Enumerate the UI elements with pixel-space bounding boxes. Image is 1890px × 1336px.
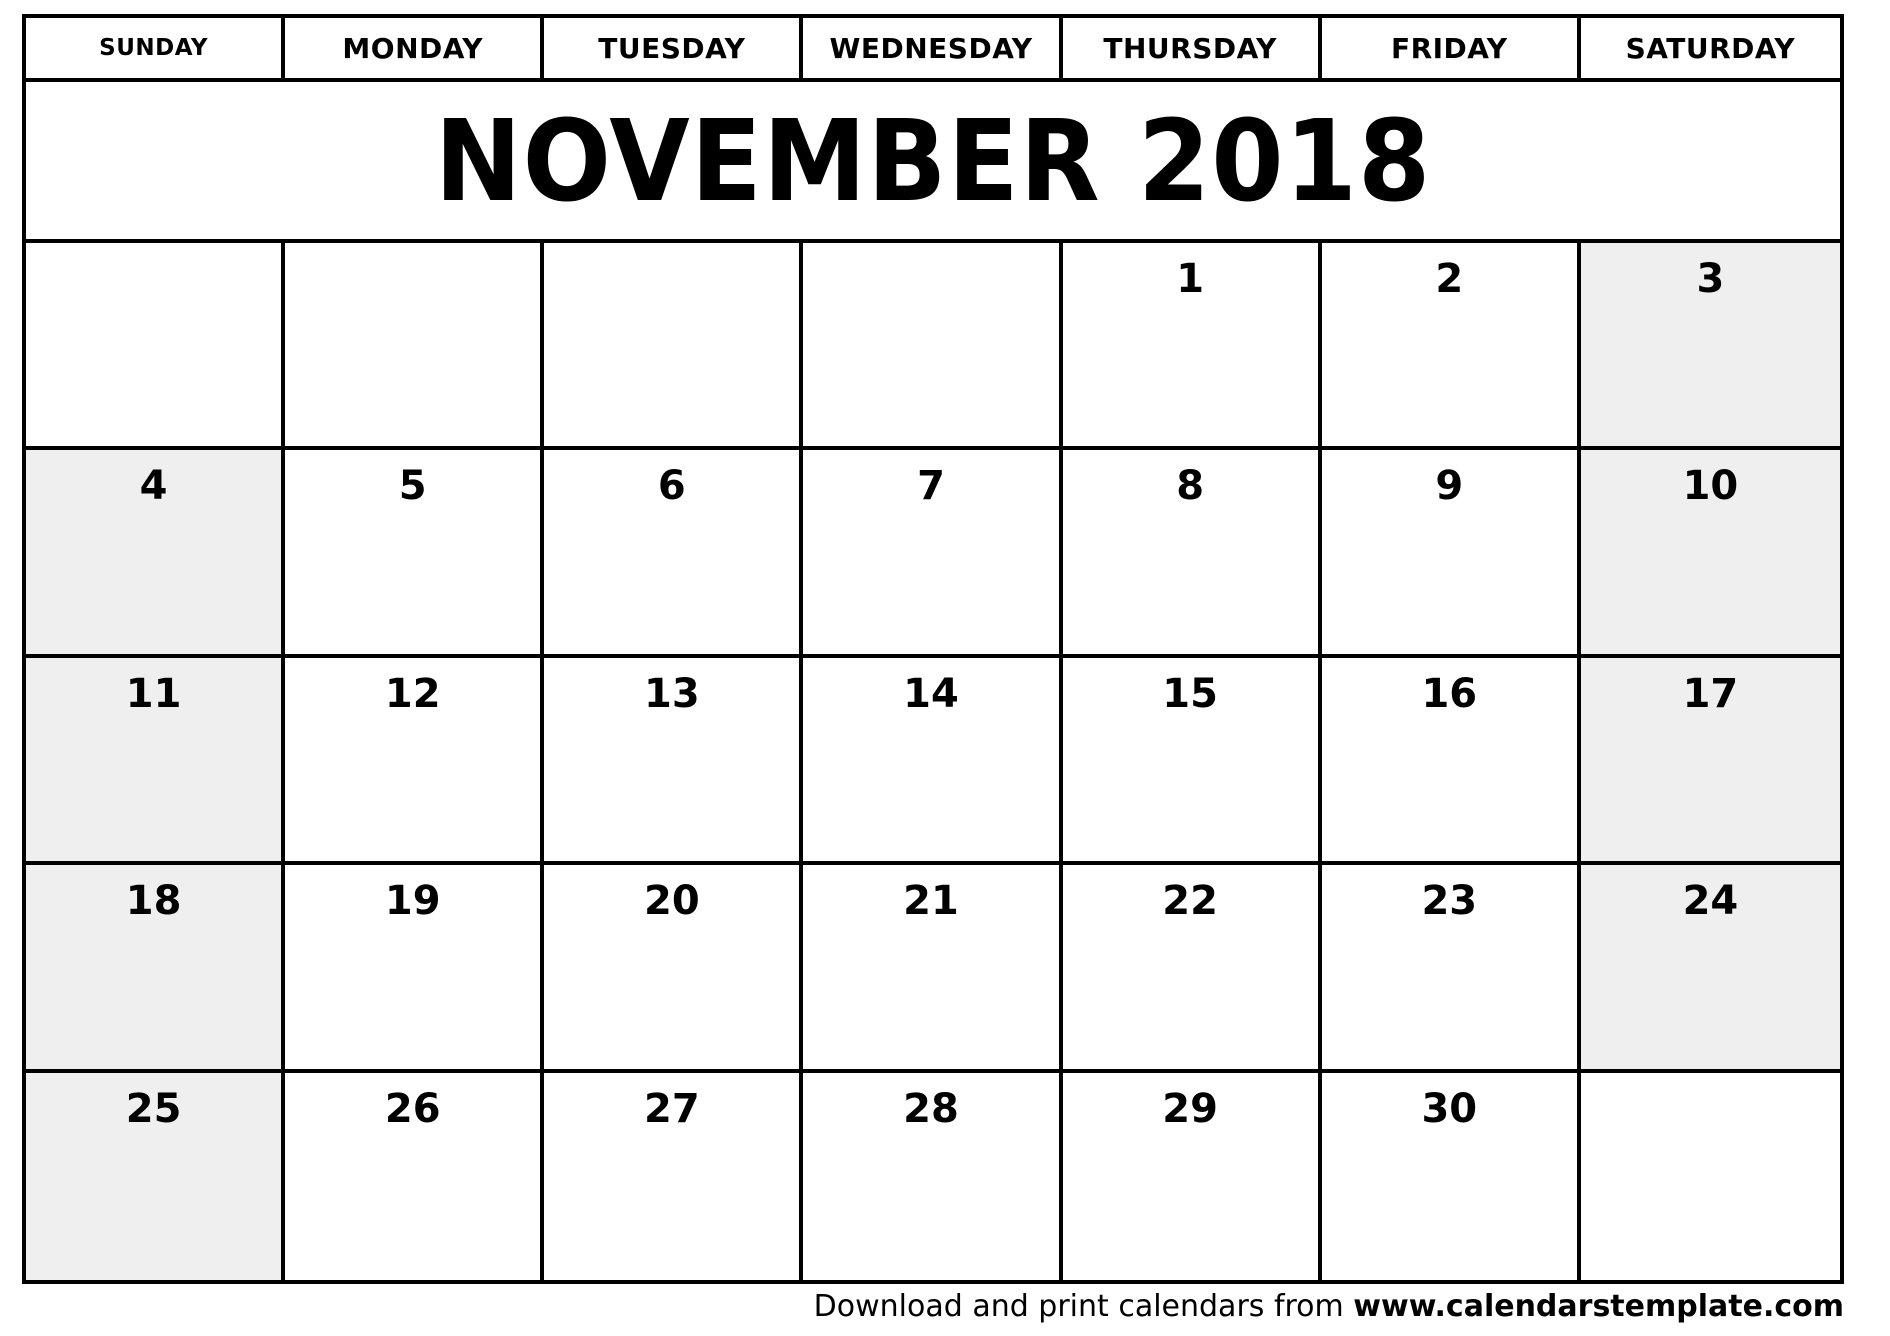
day-cell <box>26 1073 285 1280</box>
day-cell <box>1322 450 1581 657</box>
day-number: 26 <box>384 1085 441 1132</box>
weekday-monday: MONDAY <box>285 18 544 78</box>
weekday-thursday: THURSDAY <box>1063 18 1322 78</box>
day-cell <box>1322 1073 1581 1280</box>
day-number: 8 <box>1176 463 1205 510</box>
day-number: 10 <box>1682 463 1739 510</box>
day-cell <box>1581 658 1840 865</box>
day-cell <box>285 658 544 865</box>
day-cell <box>26 865 285 1072</box>
day-cell <box>1063 865 1322 1072</box>
day-cell <box>26 450 285 657</box>
day-cell <box>1063 658 1322 865</box>
day-number: 16 <box>1421 670 1478 717</box>
calendar <box>22 14 1844 1284</box>
empty-day-cell <box>803 243 1062 450</box>
day-number: 27 <box>644 1085 700 1132</box>
day-cell <box>285 1073 544 1280</box>
day-number: 5 <box>398 463 427 510</box>
weekday-friday: FRIDAY <box>1322 18 1581 78</box>
empty-day-cell <box>26 243 285 450</box>
day-cell <box>544 865 803 1072</box>
day-number: 9 <box>1435 463 1464 510</box>
empty-day-cell <box>544 243 803 450</box>
day-cell <box>1322 658 1581 865</box>
day-number: 7 <box>917 463 945 510</box>
weekday-wednesday: WEDNESDAY <box>803 18 1062 78</box>
day-cell <box>544 1073 803 1280</box>
day-cell <box>26 658 285 865</box>
day-cell <box>285 450 544 657</box>
day-number: 22 <box>1162 878 1218 925</box>
empty-day-cell <box>285 243 544 450</box>
day-number: 13 <box>644 670 700 717</box>
day-cell <box>1063 1073 1322 1280</box>
day-number: 23 <box>1421 878 1478 925</box>
footer-link[interactable]: www.calendarstemplate.com <box>1353 1289 1844 1324</box>
day-number: 15 <box>1162 670 1218 717</box>
month-title-row <box>26 82 1840 243</box>
day-number: 18 <box>125 878 182 925</box>
day-cell <box>285 865 544 1072</box>
day-cell <box>803 450 1062 657</box>
day-number: 28 <box>903 1085 959 1132</box>
day-number: 24 <box>1682 878 1739 925</box>
days-grid <box>26 243 1840 1280</box>
day-cell <box>803 1073 1062 1280</box>
day-number: 1 <box>1176 256 1205 302</box>
day-number: 21 <box>903 878 959 925</box>
month-title: NOVEMBER 2018 <box>434 94 1432 227</box>
day-number: 17 <box>1682 670 1739 717</box>
footer-text: Download and print calendars from <box>813 1289 1354 1324</box>
day-cell <box>1322 243 1581 450</box>
day-number: 30 <box>1421 1085 1478 1132</box>
day-cell <box>544 450 803 657</box>
day-cell <box>1581 450 1840 657</box>
weekday-saturday: SATURDAY <box>1625 31 1796 65</box>
day-cell <box>544 658 803 865</box>
weekday-tuesday: TUESDAY <box>544 18 803 78</box>
day-number: 12 <box>384 670 441 717</box>
day-cell <box>1581 243 1840 450</box>
weekday-sunday: SUNDAY <box>26 18 285 78</box>
day-number: 14 <box>903 670 959 717</box>
day-cell <box>1581 865 1840 1072</box>
day-number: 19 <box>384 878 441 925</box>
day-cell <box>1063 243 1322 450</box>
weekday-header-row <box>26 18 1840 82</box>
day-number: 25 <box>125 1085 182 1132</box>
day-number: 3 <box>1696 256 1725 302</box>
day-cell <box>803 658 1062 865</box>
day-number: 20 <box>644 878 700 925</box>
day-cell <box>1322 865 1581 1072</box>
footer-credit <box>814 1288 1844 1326</box>
empty-day-cell <box>1581 1073 1840 1280</box>
day-number: 2 <box>1435 256 1464 302</box>
day-cell <box>1063 450 1322 657</box>
day-number: 11 <box>125 670 182 717</box>
day-number: 29 <box>1162 1085 1218 1132</box>
day-number: 6 <box>657 463 686 510</box>
day-cell <box>803 865 1062 1072</box>
day-number: 4 <box>139 463 168 510</box>
